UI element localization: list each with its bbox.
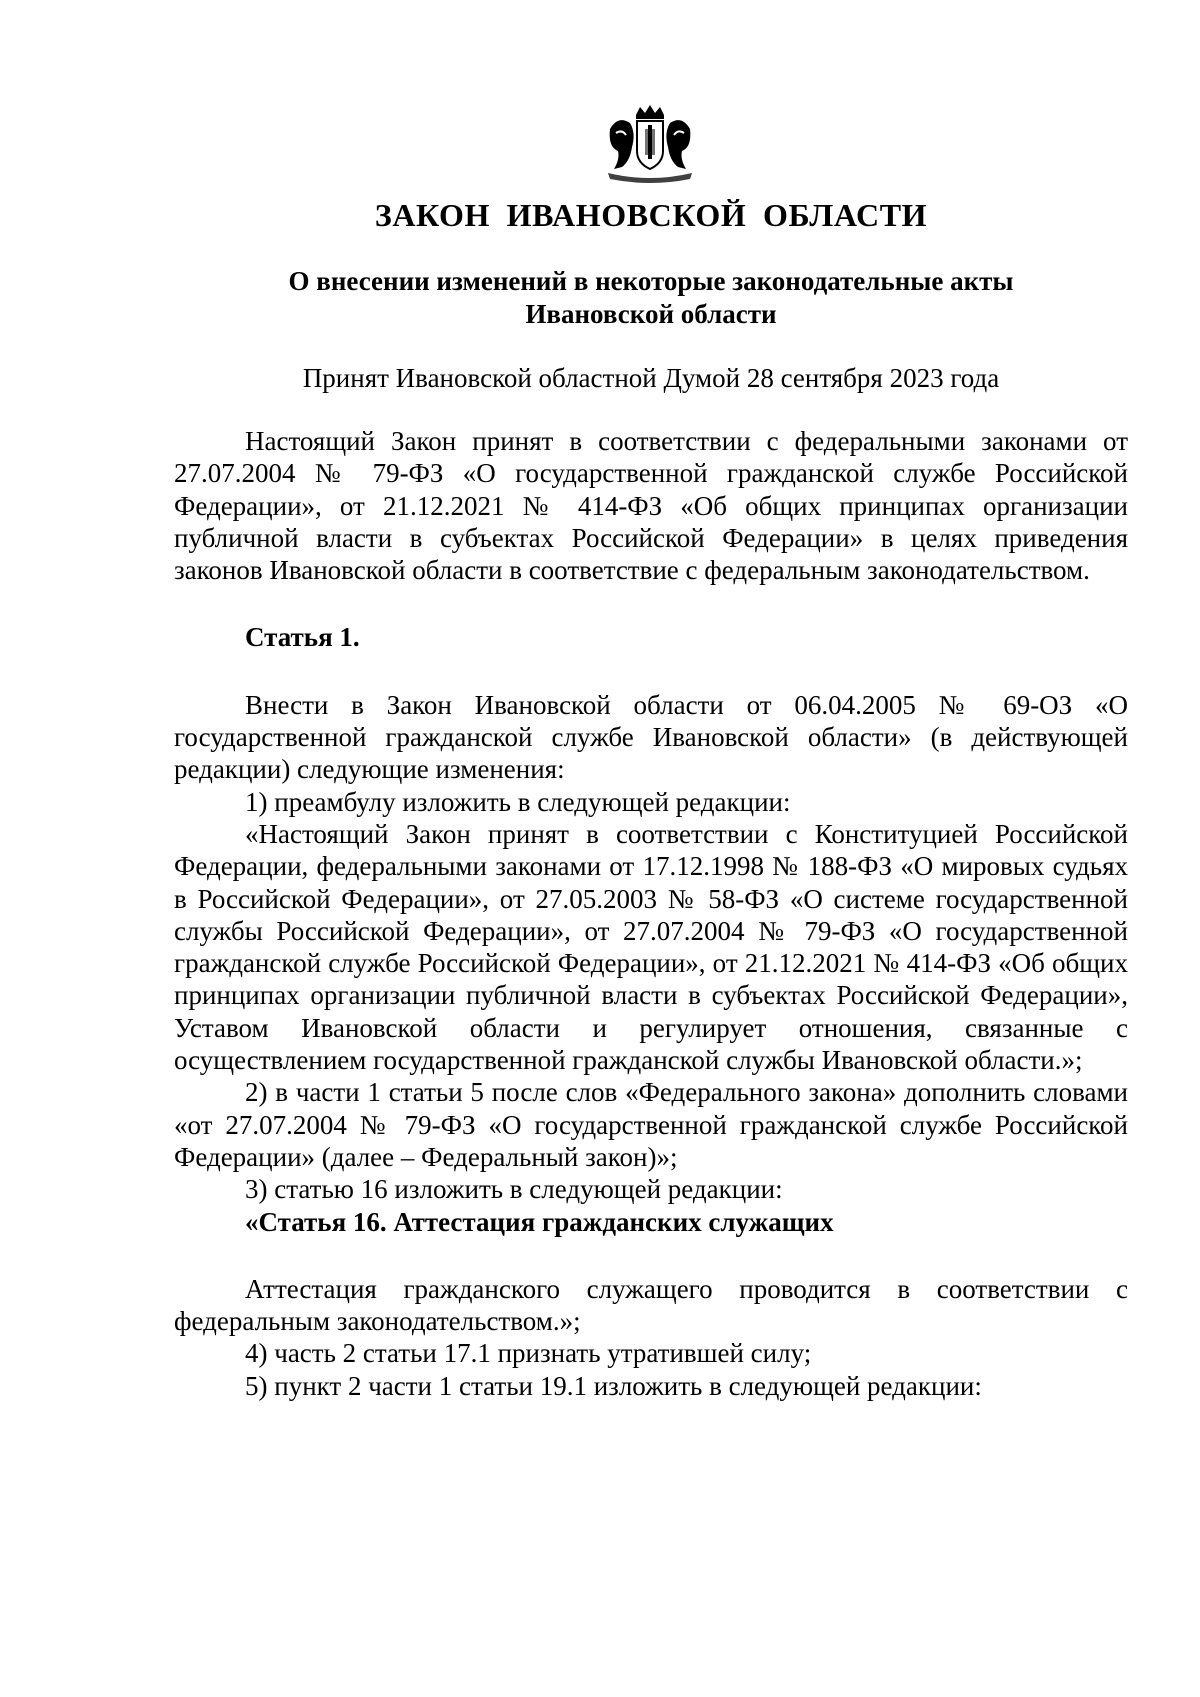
article-1-intro: Внести в Закон Ивановской области от 06.04.2005 № 69-ОЗ «О государственной гражданской службе Ивановской области» (в действующей редакции) следующие изменения: — [174, 689, 1128, 785]
document-title: ЗАКОН ИВАНОВСКОЙ ОБЛАСТИ — [374, 197, 928, 233]
document-subtitle — [174, 265, 1128, 331]
subtitle-line-2: Ивановской области — [525, 299, 777, 329]
item-1-quote: «Настоящий Закон принят в соответствии с Конституцией Российской Федерации, федеральными законами от 17.12.1998 № 188-ФЗ «О мировых судьях в Российской Федерации», от 27.05.2003 № 58-ФЗ «О системе государственной службы Российской Федерации», от 27.07.2004 № 79-ФЗ «О государственной гражданской службе Российской Федерации», от 21.12.2021 № 414-ФЗ «Об общих принципах организации публичной власти в субъектах Российской Федерации», Уставом Ивановской области и регулирует отношения, связанные с осуществлением государственной гражданской службы Ивановской области.»; — [174, 818, 1128, 1076]
article-1-heading: Статья 1. — [245, 622, 360, 653]
item-4: 4) часть 2 статьи 17.1 признать утратившей силу; — [245, 1338, 812, 1369]
item-3: 3) статью 16 изложить в следующей редакции: — [245, 1174, 783, 1205]
item-2: 2) в части 1 статьи 5 после слов «Федерального закона» дополнить словами «от 27.07.2004 № 79-ФЗ «О государственной гражданской службе Российской Федерации» (далее – Федеральный закон)»; — [174, 1077, 1128, 1172]
item-5: 5) пункт 2 части 1 статьи 19.1 изложить в следующей редакции: — [245, 1370, 982, 1401]
document-body — [174, 425, 1128, 1402]
item-3-text: Аттестация гражданского служащего проводится в соответствии с федеральным законодательством.»; — [174, 1273, 1128, 1337]
item-3-heading: «Статья 16. Аттестация гражданских служащих — [245, 1206, 834, 1237]
adoption-line: Принят Ивановской областной Думой 28 сентября 2023 года — [302, 363, 1000, 393]
item-1: 1) преамбулу изложить в следующей редакции: — [245, 786, 791, 817]
subtitle-line-1: О внесении изменений в некоторые законодательные акты — [288, 266, 1014, 296]
preamble-paragraph: Настоящий Закон принят в соответствии с федеральными законами от 27.07.2004 № 79-ФЗ «О государственной гражданской службе Российской Федерации», от 21.12.2021 № 414-ФЗ «Об общих принципах организации публичной власти в субъектах Российской Федерации» в целях приведения законов Ивановской области в соответствие с федеральным законодательством. — [174, 426, 1128, 586]
coat-of-arms-icon — [600, 103, 700, 183]
